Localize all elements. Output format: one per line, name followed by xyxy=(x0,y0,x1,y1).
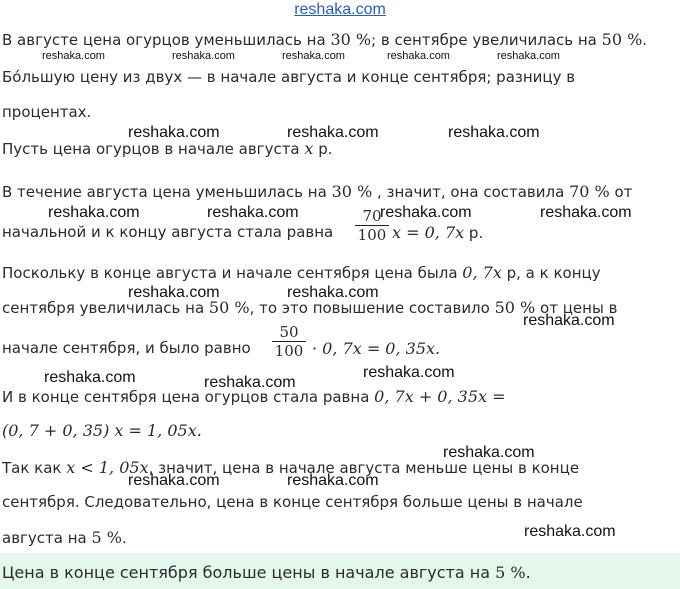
text-line-11: (0, 7 + 0, 35) x = 1, 05x. xyxy=(2,421,202,440)
watermark: reshaka.com xyxy=(48,204,140,221)
watermark: reshaka.com xyxy=(207,204,299,221)
watermark: reshaka.com xyxy=(380,204,472,221)
text-line-9-tail: · 0, 7x = 0, 35x. xyxy=(312,339,441,358)
text-line-4: Пусть цена огурцов в начале августа x р. xyxy=(2,139,333,158)
watermark: reshaka.com xyxy=(282,50,345,62)
text-line-3: процентах. xyxy=(2,103,92,121)
fraction-denominator: 100 xyxy=(357,226,387,244)
text-line-7: Поскольку в конце августа и начале сентября цена была 0, 7x р, а к концу xyxy=(2,263,601,282)
watermark: reshaka.com xyxy=(287,472,379,489)
watermark: reshaka.com xyxy=(387,50,450,62)
watermark: reshaka.com xyxy=(204,374,296,391)
watermark: reshaka.com xyxy=(443,444,535,461)
fraction-numerator: 70 xyxy=(362,207,382,225)
text-line-8: сентября увеличилась на 50 %, то это повышение составило 50 % от цены в xyxy=(2,298,618,317)
text-line-6-tail: x = 0, 7x р. xyxy=(392,223,484,242)
watermark: reshaka.com xyxy=(524,523,616,540)
text-line-9: начале сентября, и было равно xyxy=(2,339,251,357)
fraction-50-100 xyxy=(272,323,306,360)
text-line-10: И в конце сентября цена огурцов стала равна 0, 7x + 0, 35x = xyxy=(2,387,506,406)
watermark: reshaka.com xyxy=(363,364,455,381)
watermark: reshaka.com xyxy=(287,124,379,141)
answer-text: Цена в конце сентября больше цены в начале августа на 5 %. xyxy=(2,563,531,582)
site-title-link[interactable]: reshaka.com xyxy=(294,1,386,18)
watermark: reshaka.com xyxy=(497,50,560,62)
watermark: reshaka.com xyxy=(128,472,220,489)
watermark: reshaka.com xyxy=(287,284,379,301)
watermark: reshaka.com xyxy=(172,50,235,62)
text-line-6: начальной и к концу августа стала равна xyxy=(2,223,334,241)
text-line-2: Бóльшую цену из двух — в начале августа и конце сентября; разницу в xyxy=(2,68,576,86)
watermark: reshaka.com xyxy=(448,124,540,141)
fraction-numerator: 50 xyxy=(279,323,299,341)
text-line-1: В августе цена огурцов уменьшилась на 30 %; в сентябре увеличилась на 50 %. xyxy=(2,30,648,49)
watermark: reshaka.com xyxy=(128,124,220,141)
text-line-14: августа на 5 %. xyxy=(2,528,127,547)
fraction-denominator: 100 xyxy=(274,342,304,360)
watermark: reshaka.com xyxy=(523,312,615,329)
text-line-12: Так как x < 1, 05x, значит, цена в начале августа меньше цены в конце xyxy=(2,458,580,477)
watermark: reshaka.com xyxy=(128,284,220,301)
text-line-5: В течение августа цена уменьшилась на 30 % , значит, она составила 70 % от xyxy=(2,182,633,201)
text-line-13: сентября. Следовательно, цена в конце сентября больше цены в начале xyxy=(2,493,583,511)
watermark: reshaka.com xyxy=(540,204,632,221)
watermark: reshaka.com xyxy=(42,50,105,62)
watermark: reshaka.com xyxy=(44,369,136,386)
